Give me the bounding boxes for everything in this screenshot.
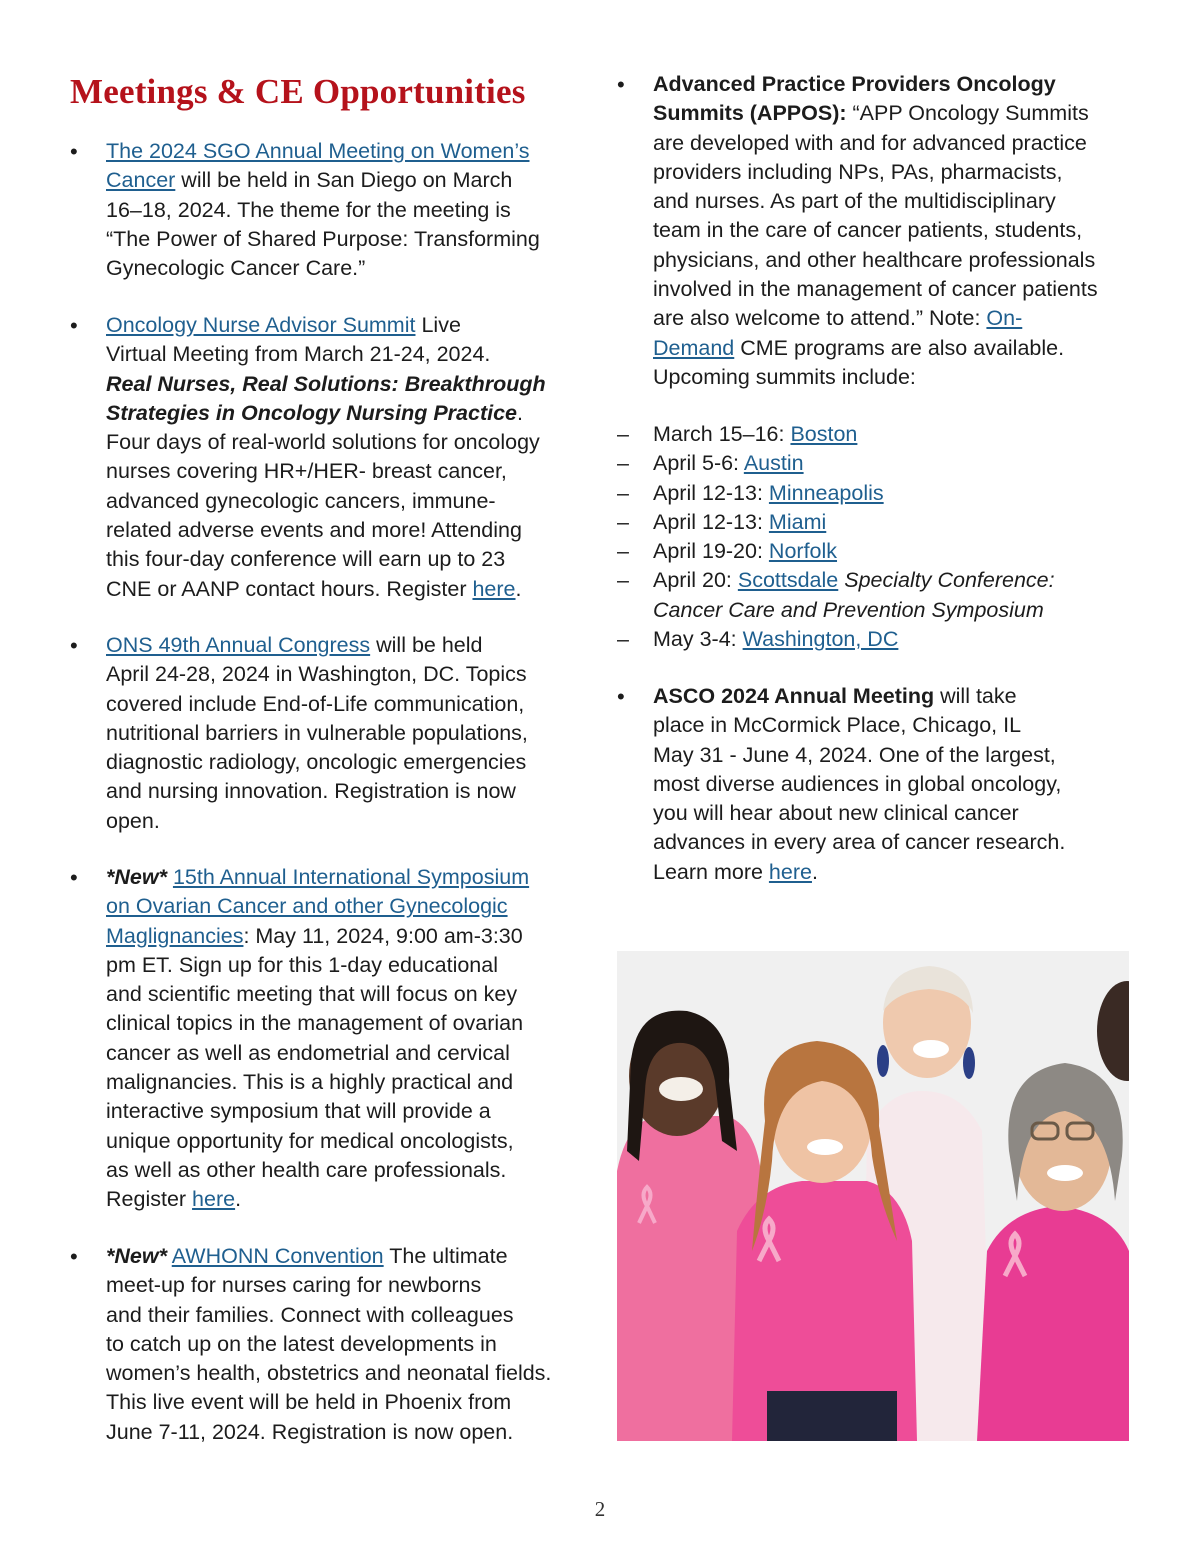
text-run: physicians, and other healthcare professionals	[653, 247, 1096, 272]
meeting-item-appos	[617, 70, 1098, 392]
text-line	[653, 334, 1098, 363]
dash-marker: –	[617, 451, 629, 476]
text-line	[106, 516, 546, 545]
summit-list-item	[617, 479, 1055, 508]
dash-marker: –	[617, 422, 629, 446]
text-run: nutritional barriers in vulnerable populations,	[106, 720, 528, 745]
dash-marker: –	[617, 480, 629, 505]
text-run: April 12-13:	[653, 480, 769, 505]
text-run: 16–18, 2024. The theme for the meeting is	[106, 197, 511, 222]
text-line	[653, 770, 1065, 799]
text-line	[106, 980, 529, 1009]
text-line	[106, 1242, 551, 1271]
summit-list-item	[653, 596, 1055, 625]
text-run: Register	[106, 1187, 193, 1212]
link[interactable]: AWHONN Convention	[171, 1244, 384, 1268]
text-line	[653, 216, 1098, 245]
text-run: April 12-13:	[653, 509, 769, 534]
text-line	[106, 575, 546, 604]
text-run: “APP Oncology Summits	[846, 101, 1089, 126]
summit-list-item	[617, 508, 1055, 537]
link[interactable]: Miami	[768, 509, 827, 534]
text-line	[106, 1301, 551, 1330]
text-line	[106, 487, 546, 516]
text-line	[106, 1185, 529, 1214]
text-run: June 7-11, 2024. Registration is now open.	[106, 1419, 514, 1444]
text-run: Live	[415, 313, 461, 337]
text-run: are developed with and for advanced practice	[653, 130, 1087, 155]
text-line	[653, 99, 1098, 128]
text-run: Virtual Meeting from March 21-24, 2024.	[106, 342, 491, 367]
bullet: •	[70, 139, 78, 164]
text-run: The ultimate	[383, 1244, 508, 1268]
bullet: •	[617, 684, 625, 709]
text-run: involved in the management of cancer patients	[653, 277, 1098, 302]
bullet: •	[70, 1244, 78, 1269]
text-line	[106, 1039, 529, 1068]
text-line	[106, 807, 528, 836]
text-line	[106, 545, 546, 574]
link[interactable]: Austin	[743, 451, 804, 476]
text-run: .	[235, 1187, 242, 1212]
text-line	[106, 1271, 551, 1300]
summit-list-item	[617, 449, 1055, 478]
text-line	[106, 1009, 529, 1038]
text-line	[653, 711, 1065, 740]
text-line	[653, 275, 1098, 304]
text-run: advanced gynecologic cancers, immune-	[106, 488, 496, 513]
text-line	[106, 690, 528, 719]
text-line	[106, 1359, 551, 1388]
text-run: Strategies in Oncology Nursing Practice	[106, 400, 517, 425]
link[interactable]: ONS 49th Annual Congress	[106, 633, 371, 657]
text-line	[653, 304, 1098, 333]
text-line	[653, 828, 1065, 857]
text-run: Four days of real-world solutions for oncology	[106, 430, 540, 455]
text-run: malignancies. This is a highly practical and	[106, 1070, 514, 1095]
text-line	[106, 428, 546, 457]
meeting-item-awhonn	[70, 1242, 552, 1447]
text-run: March 15–16:	[653, 422, 791, 446]
text-line	[653, 363, 1098, 392]
text-run: most diverse audiences in global oncology,	[653, 771, 1062, 796]
text-line	[106, 1330, 551, 1359]
text-line	[653, 246, 1098, 275]
text-run: Upcoming summits include:	[653, 364, 916, 389]
text-line	[106, 166, 540, 195]
text-run: .	[515, 576, 522, 601]
meeting-item-ons	[70, 631, 528, 836]
meeting-item-asco	[617, 682, 1066, 887]
text-line	[106, 1068, 529, 1097]
link[interactable]: on Ovarian Cancer and other Gynecologic	[106, 894, 508, 919]
dash-marker: –	[617, 568, 629, 593]
text-line	[106, 660, 528, 689]
text-line	[653, 187, 1098, 216]
text-line	[106, 777, 528, 806]
link[interactable]: Demand	[653, 335, 735, 360]
text-line	[106, 951, 529, 980]
text-run: women’s health, obstetrics and neonatal fields.	[106, 1361, 552, 1386]
bullet: •	[70, 313, 78, 338]
text-run: April 24-28, 2024 in Washington, DC. Topics	[106, 662, 527, 687]
text-run: and scientific meeting that will focus on key	[106, 982, 518, 1007]
text-run: Cancer Care and Prevention Symposium	[653, 597, 1044, 622]
text-run: to catch up on the latest developments in	[106, 1331, 497, 1356]
women-pink-ribbons-photo	[617, 951, 1129, 1441]
text-run: and nurses. As part of the multidisciplinary	[653, 189, 1056, 214]
summit-list-item	[617, 537, 1055, 566]
text-run: will be held	[370, 633, 483, 657]
text-line	[106, 922, 529, 951]
text-line	[106, 1418, 551, 1447]
text-line	[106, 254, 540, 283]
text-run: April 5-6:	[653, 451, 744, 476]
text-run: : May 11, 2024, 9:00 am-3:30	[243, 923, 523, 948]
text-run: April 19-20:	[653, 539, 769, 564]
text-line	[106, 719, 528, 748]
summit-list	[617, 420, 1055, 654]
text-run: Learn more	[653, 859, 769, 884]
text-run: .	[517, 400, 523, 425]
text-line	[106, 311, 546, 340]
summit-list-item	[617, 566, 1055, 595]
text-run: covered include End-of-Life communication,	[106, 691, 525, 716]
text-run: and their families. Connect with colleagues	[106, 1302, 514, 1327]
text-line	[106, 370, 546, 399]
text-line	[106, 1156, 529, 1185]
text-line	[653, 70, 1098, 99]
link[interactable]: Minneapolis	[768, 480, 884, 505]
text-run: May 3-4:	[653, 627, 743, 652]
page-number: 2	[594, 1497, 606, 1521]
text-run: Real Nurses, Real Solutions: Breakthrough	[106, 371, 546, 396]
meeting-item-onas	[70, 311, 546, 604]
text-run: you will hear about new clinical cancer	[653, 801, 1019, 826]
text-run: *New*	[106, 865, 167, 889]
text-run: April 20:	[653, 568, 738, 593]
text-line	[106, 399, 546, 428]
text-run: clinical topics in the management of ovarian	[106, 1011, 524, 1036]
summit-list-item	[617, 625, 1055, 654]
text-line	[653, 129, 1098, 158]
text-run: nurses covering HR+/HER- breast cancer,	[106, 459, 507, 484]
text-line	[653, 741, 1065, 770]
bullet: •	[70, 633, 78, 658]
text-line	[106, 1127, 529, 1156]
text-line	[653, 158, 1098, 187]
bullet: •	[617, 72, 625, 97]
text-run: team in the care of cancer patients, students,	[653, 218, 1083, 243]
dash-marker: –	[617, 627, 629, 652]
text-line	[106, 1388, 551, 1417]
text-run: meet-up for nurses caring for newborns	[106, 1273, 482, 1298]
bullet: •	[70, 865, 78, 890]
text-line	[106, 137, 540, 166]
text-run: advances in every area of cancer research.	[653, 830, 1066, 855]
dash-marker: –	[617, 509, 629, 534]
text-line	[106, 631, 528, 660]
text-run: unique opportunity for medical oncologists,	[106, 1128, 514, 1153]
text-run: this four-day conference will earn up to 23	[106, 547, 506, 572]
link[interactable]: Boston	[790, 422, 858, 446]
text-run: CME programs are also available.	[734, 335, 1065, 360]
link[interactable]: Cancer	[106, 168, 176, 193]
text-line	[106, 196, 540, 225]
link[interactable]: here	[768, 859, 812, 884]
text-line	[106, 892, 529, 921]
text-run: are also welcome to attend.” Note:	[653, 306, 987, 331]
meeting-item-sgo	[70, 137, 540, 283]
text-run: providers including NPs, PAs, pharmacists,	[653, 159, 1063, 184]
text-run: Gynecologic Cancer Care.”	[106, 256, 366, 281]
link[interactable]: Oncology Nurse Advisor Summit	[106, 313, 416, 337]
link[interactable]: Maglignancies	[106, 923, 244, 948]
link[interactable]: 15th Annual International Symposium	[172, 865, 530, 889]
text-line	[653, 858, 1065, 887]
text-run: .	[811, 859, 818, 884]
link[interactable]: here	[472, 576, 516, 601]
text-run: pm ET. Sign up for this 1-day educational	[106, 952, 498, 977]
text-run: place in McCormick Place, Chicago, IL	[653, 713, 1022, 738]
link[interactable]: Norfolk	[768, 539, 838, 564]
text-run: interactive symposium that will provide a	[106, 1099, 491, 1124]
text-run: diagnostic radiology, oncologic emergencies	[106, 750, 527, 775]
meeting-item-ovarian-symposium	[70, 863, 530, 1215]
text-run: This live event will be held in Phoenix from	[106, 1390, 512, 1415]
text-run: related adverse events and more! Attending	[106, 518, 522, 543]
text-line	[653, 799, 1065, 828]
link[interactable]: Scottsdale	[737, 568, 839, 593]
link[interactable]: On-	[986, 306, 1023, 331]
text-run: Specialty Conference:	[844, 568, 1055, 593]
text-run: open.	[106, 808, 160, 833]
text-line	[106, 457, 546, 486]
summit-list-item	[617, 420, 1055, 449]
link[interactable]: here	[192, 1187, 236, 1212]
dash-marker: –	[617, 539, 629, 564]
page-title: Meetings & CE Opportunities	[70, 72, 526, 111]
text-run: as well as other health care professionals.	[106, 1157, 507, 1182]
link[interactable]: Washington, DC	[742, 627, 899, 652]
text-run: and nursing innovation. Registration is now	[106, 779, 516, 804]
text-line	[653, 682, 1065, 711]
text-run: Advanced Practice Providers Oncology	[653, 72, 1056, 96]
text-run: will be held in San Diego on March	[175, 168, 513, 193]
text-run: will take	[934, 684, 1017, 708]
text-run: CNE or AANP contact hours. Register	[106, 576, 473, 601]
text-run: *New*	[106, 1244, 167, 1268]
text-run: Summits (APPOS):	[653, 101, 847, 126]
text-line	[106, 748, 528, 777]
text-run: May 31 - June 4, 2024. One of the largest,	[653, 742, 1056, 767]
text-line	[106, 340, 546, 369]
text-run: ASCO 2024 Annual Meeting	[653, 684, 935, 708]
text-line	[106, 225, 540, 254]
text-run: cancer as well as endometrial and cervical	[106, 1040, 510, 1065]
text-line	[106, 1097, 529, 1126]
link[interactable]: The 2024 SGO Annual Meeting on Women’s	[106, 139, 530, 163]
text-line	[106, 863, 529, 892]
text-run: “The Power of Shared Purpose: Transforming	[106, 226, 540, 251]
